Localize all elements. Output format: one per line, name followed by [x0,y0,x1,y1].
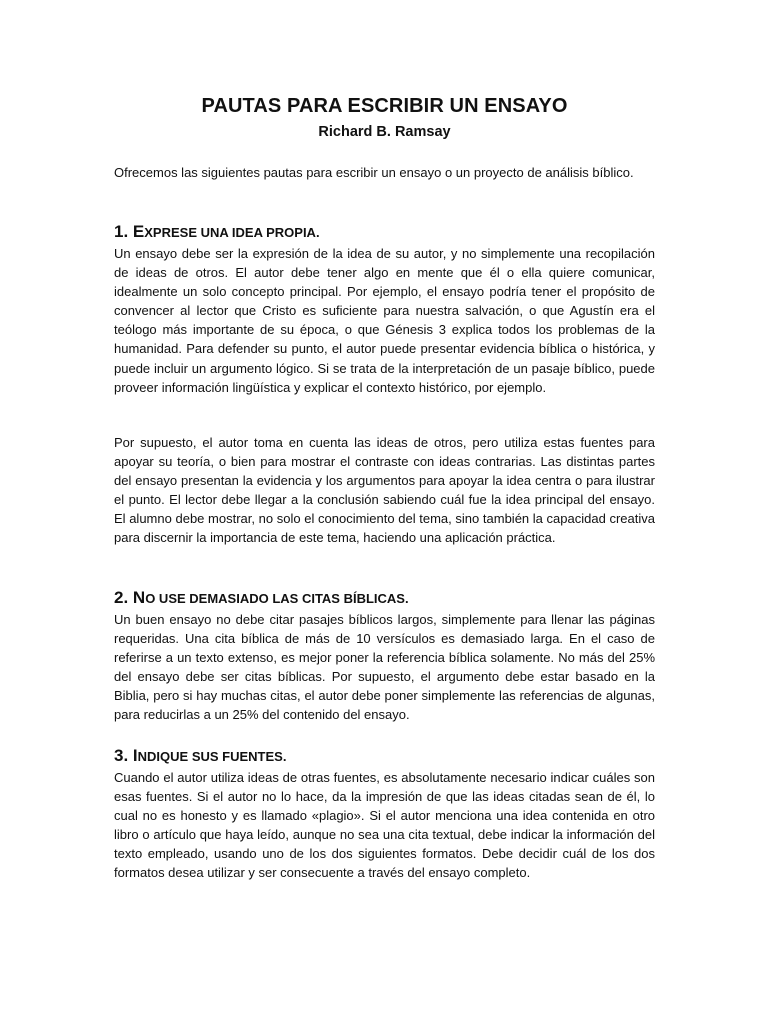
section-number: 1. [114,222,129,241]
section-3-paragraph-1: Cuando el autor utiliza ideas de otras fuentes, es absolutamente necesario indicar cuáles son esas fuentes. Si el autor no lo hace, da la impresión de que las ideas citadas sean de él, lo cual no es honesto y es llamado «plagio». Si el autor menciona una idea contenida en otro libro o artículo que haya leído, aunque no sea una cita textual, debe indicar la información del texto empleado, usando uno de los dos siguientes formatos. Debe decidir cuál de los dos formatos desea utilizar y ser consecuente a través del ensayo completo. [114,770,655,881]
section-heading-2 [114,587,655,610]
section-heading-text: NDIQUE SUS FUENTES. [137,749,287,764]
section-number: 3. [114,746,129,765]
section-1-paragraph-2: Por supuesto, el autor toma en cuenta las ideas de otros, pero utiliza estas fuentes para apoyar su teoría, o bien para mostrar el contraste con ideas contrarias. Las distintas partes del ensayo presentan la evidencia y los argumentos para apoyar la idea centra o para ilustrar el punto. El lector debe llegar a la conclusión sabiendo cuál fue la idea principal del ensayo. El alumno debe mostrar, no solo el conocimiento del tema, sino también la capacidad creativa para discernir la importancia de este tema, haciendo una aplicación práctica. [114,435,655,546]
section-heading-initial: N [132,588,146,607]
section-heading-text: O USE DEMASIADO LAS CITAS BÍBLICAS. [145,591,409,606]
section-number: 2. [114,588,129,607]
section-heading-initial: E [132,222,145,241]
section-2-paragraph-1: Un buen ensayo no debe citar pasajes bíblicos largos, simplemente para llenar las páginas requeridas. Una cita bíblica de más de 10 versículos es demasiado larga. En el caso de referirse a un texto extenso, es mejor poner la referencia bíblica solamente. No más del 25% del ensayo debe ser citas bíblicas. Por supuesto, el argumento debe estar basado en la Biblia, pero si hay muchas citas, el autor debe poner simplemente las referencias de algunas, para reducirlas a un 25% del contenido del ensayo. [114,612,655,723]
document-title: PAUTAS PARA ESCRIBIR UN ENSAYO [201,95,568,117]
section-heading-text: XPRESE UNA IDEA PROPIA. [144,225,320,240]
section-1-paragraph-1: Un ensayo debe ser la expresión de la idea de su autor, y no simplemente una recopilación de ideas de otros. El autor debe tener algo en mente que él o ella quiere comunicar, idealmente un solo concepto principal. Por ejemplo, el ensayo podría tener el propósito de convencer al lector que Cristo es suficiente para nuestra salvación, o que Agustín era el teólogo más importante de su época, o que Génesis 3 explica todos los problemas de la humanidad. Para defender su punto, el autor puede presentar evidencia bíblica o histórica, y puede incluir un argumento lógico. Si se trata de la interpretación de un pasaje bíblico, puede proveer información lingüística y explicar el contexto histórico, por ejemplo. [114,246,655,395]
section-heading-initial: I [132,746,138,765]
intro-paragraph: Ofrecemos las siguientes pautas para escribir un ensayo o un proyecto de análisis bíblico. [114,165,634,180]
document-author: Richard B. Ramsay [318,124,451,140]
section-heading-3 [114,745,655,768]
section-heading-1 [114,221,655,244]
